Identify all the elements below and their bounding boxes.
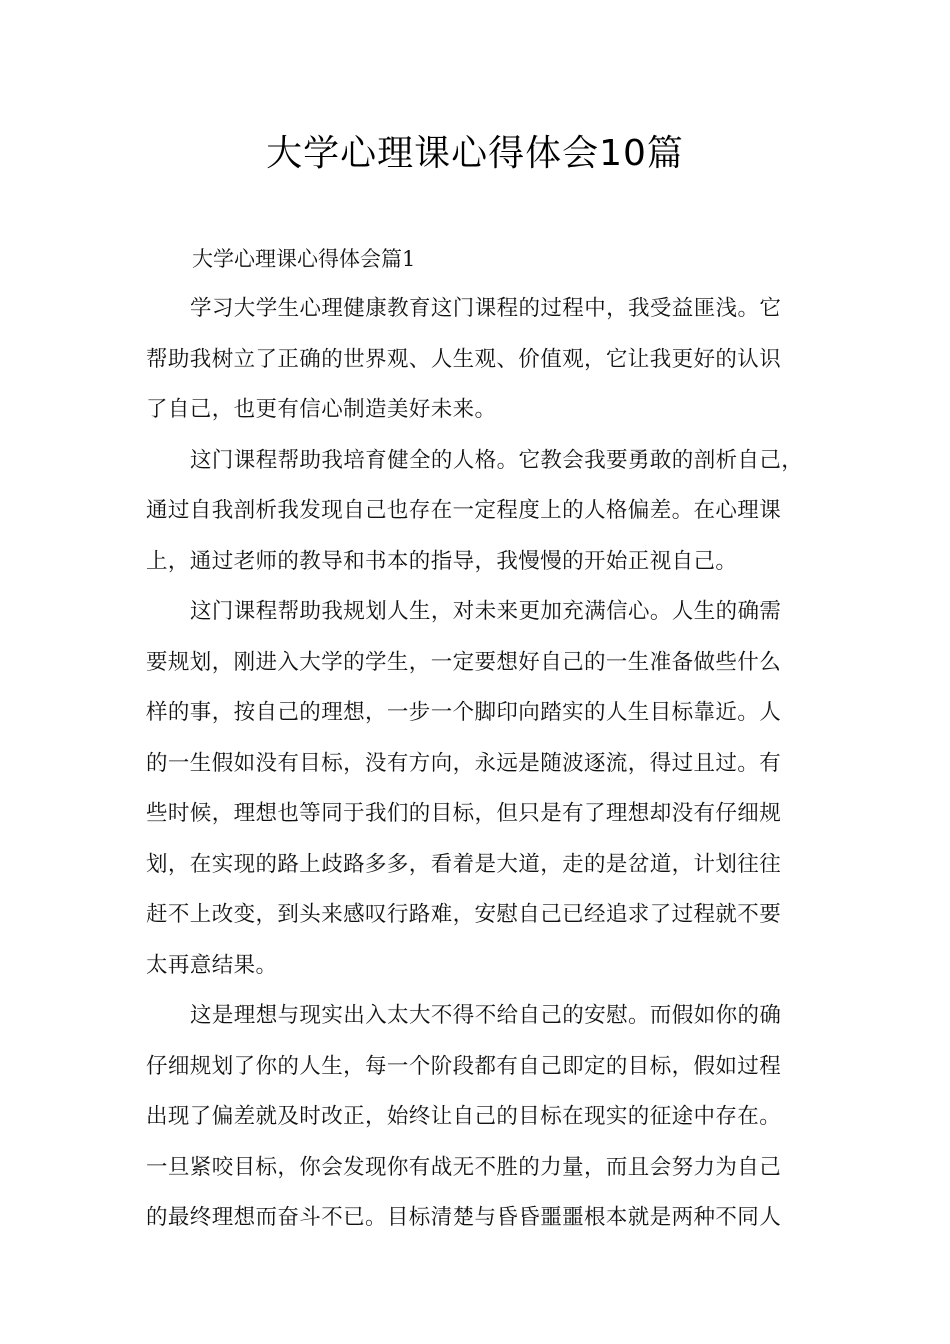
document-title: 大学心理课心得体会10篇 xyxy=(266,133,684,174)
paragraph-line: 帮助我树立了正确的世界观、人生观、价值观，它让我更好的认识 xyxy=(146,346,782,372)
paragraph-line: 太再意结果。 xyxy=(146,952,278,978)
paragraph-line: 要规划，刚进入大学的学生，一定要想好自己的一生准备做些什么 xyxy=(146,649,782,675)
paragraph-line: 些时候，理想也等同于我们的目标，但只是有了理想却没有仔细规 xyxy=(146,801,782,826)
paragraph xyxy=(146,284,810,436)
paragraph-line: 的最终理想而奋斗不已。目标清楚与昏昏噩噩根本就是两种不同人 xyxy=(146,1205,782,1230)
paragraph-line: 的一生假如没有目标，没有方向，永远是随波逐流，得过且过。有 xyxy=(146,750,782,776)
paragraph-line: 出现了偏差就及时改正，始终让自己的目标在现实的征途中存在。 xyxy=(146,1104,782,1129)
document-body xyxy=(146,234,810,1244)
paragraph-line: 这是理想与现实出入太大不得不给自己的安慰。而假如你的确 xyxy=(190,1003,782,1028)
paragraph xyxy=(146,436,810,588)
paragraph-line: 了自己，也更有信心制造美好未来。 xyxy=(146,397,497,422)
paragraph-line: 这门课程帮助我规划人生，对未来更加充满信心。人生的确需 xyxy=(190,599,782,624)
paragraph-line: 划，在实现的路上歧路多多，看着是大道，走的是岔道，计划往往 xyxy=(146,851,782,877)
paragraph-line: 赶不上改变，到头来感叹行路难，安慰自己已经追求了过程就不要 xyxy=(146,902,782,927)
paragraph xyxy=(146,587,810,991)
paragraph-line: 样的事，按自己的理想，一步一个脚印向踏实的人生目标靠近。人 xyxy=(146,700,782,725)
section-heading: 大学心理课心得体会篇1 xyxy=(192,247,416,271)
paragraph-line: 一旦紧咬目标，你会发现你有战无不胜的力量，而且会努力为自己 xyxy=(146,1154,782,1180)
paragraph-line: 这门课程帮助我培育健全的人格。它教会我要勇敢的剖析自己， xyxy=(190,447,804,473)
paragraph xyxy=(146,991,810,1244)
paragraph-line: 上，通过老师的教导和书本的指导，我慢慢的开始正视自己。 xyxy=(146,548,738,574)
paragraph-line: 仔细规划了你的人生，每一个阶段都有自己即定的目标，假如过程 xyxy=(146,1053,782,1079)
paragraph-line: 通过自我剖析我发现自己也存在一定程度上的人格偏差。在心理课 xyxy=(146,498,782,523)
paragraph-line: 学习大学生心理健康教育这门课程的过程中，我受益匪浅。它 xyxy=(190,296,782,321)
